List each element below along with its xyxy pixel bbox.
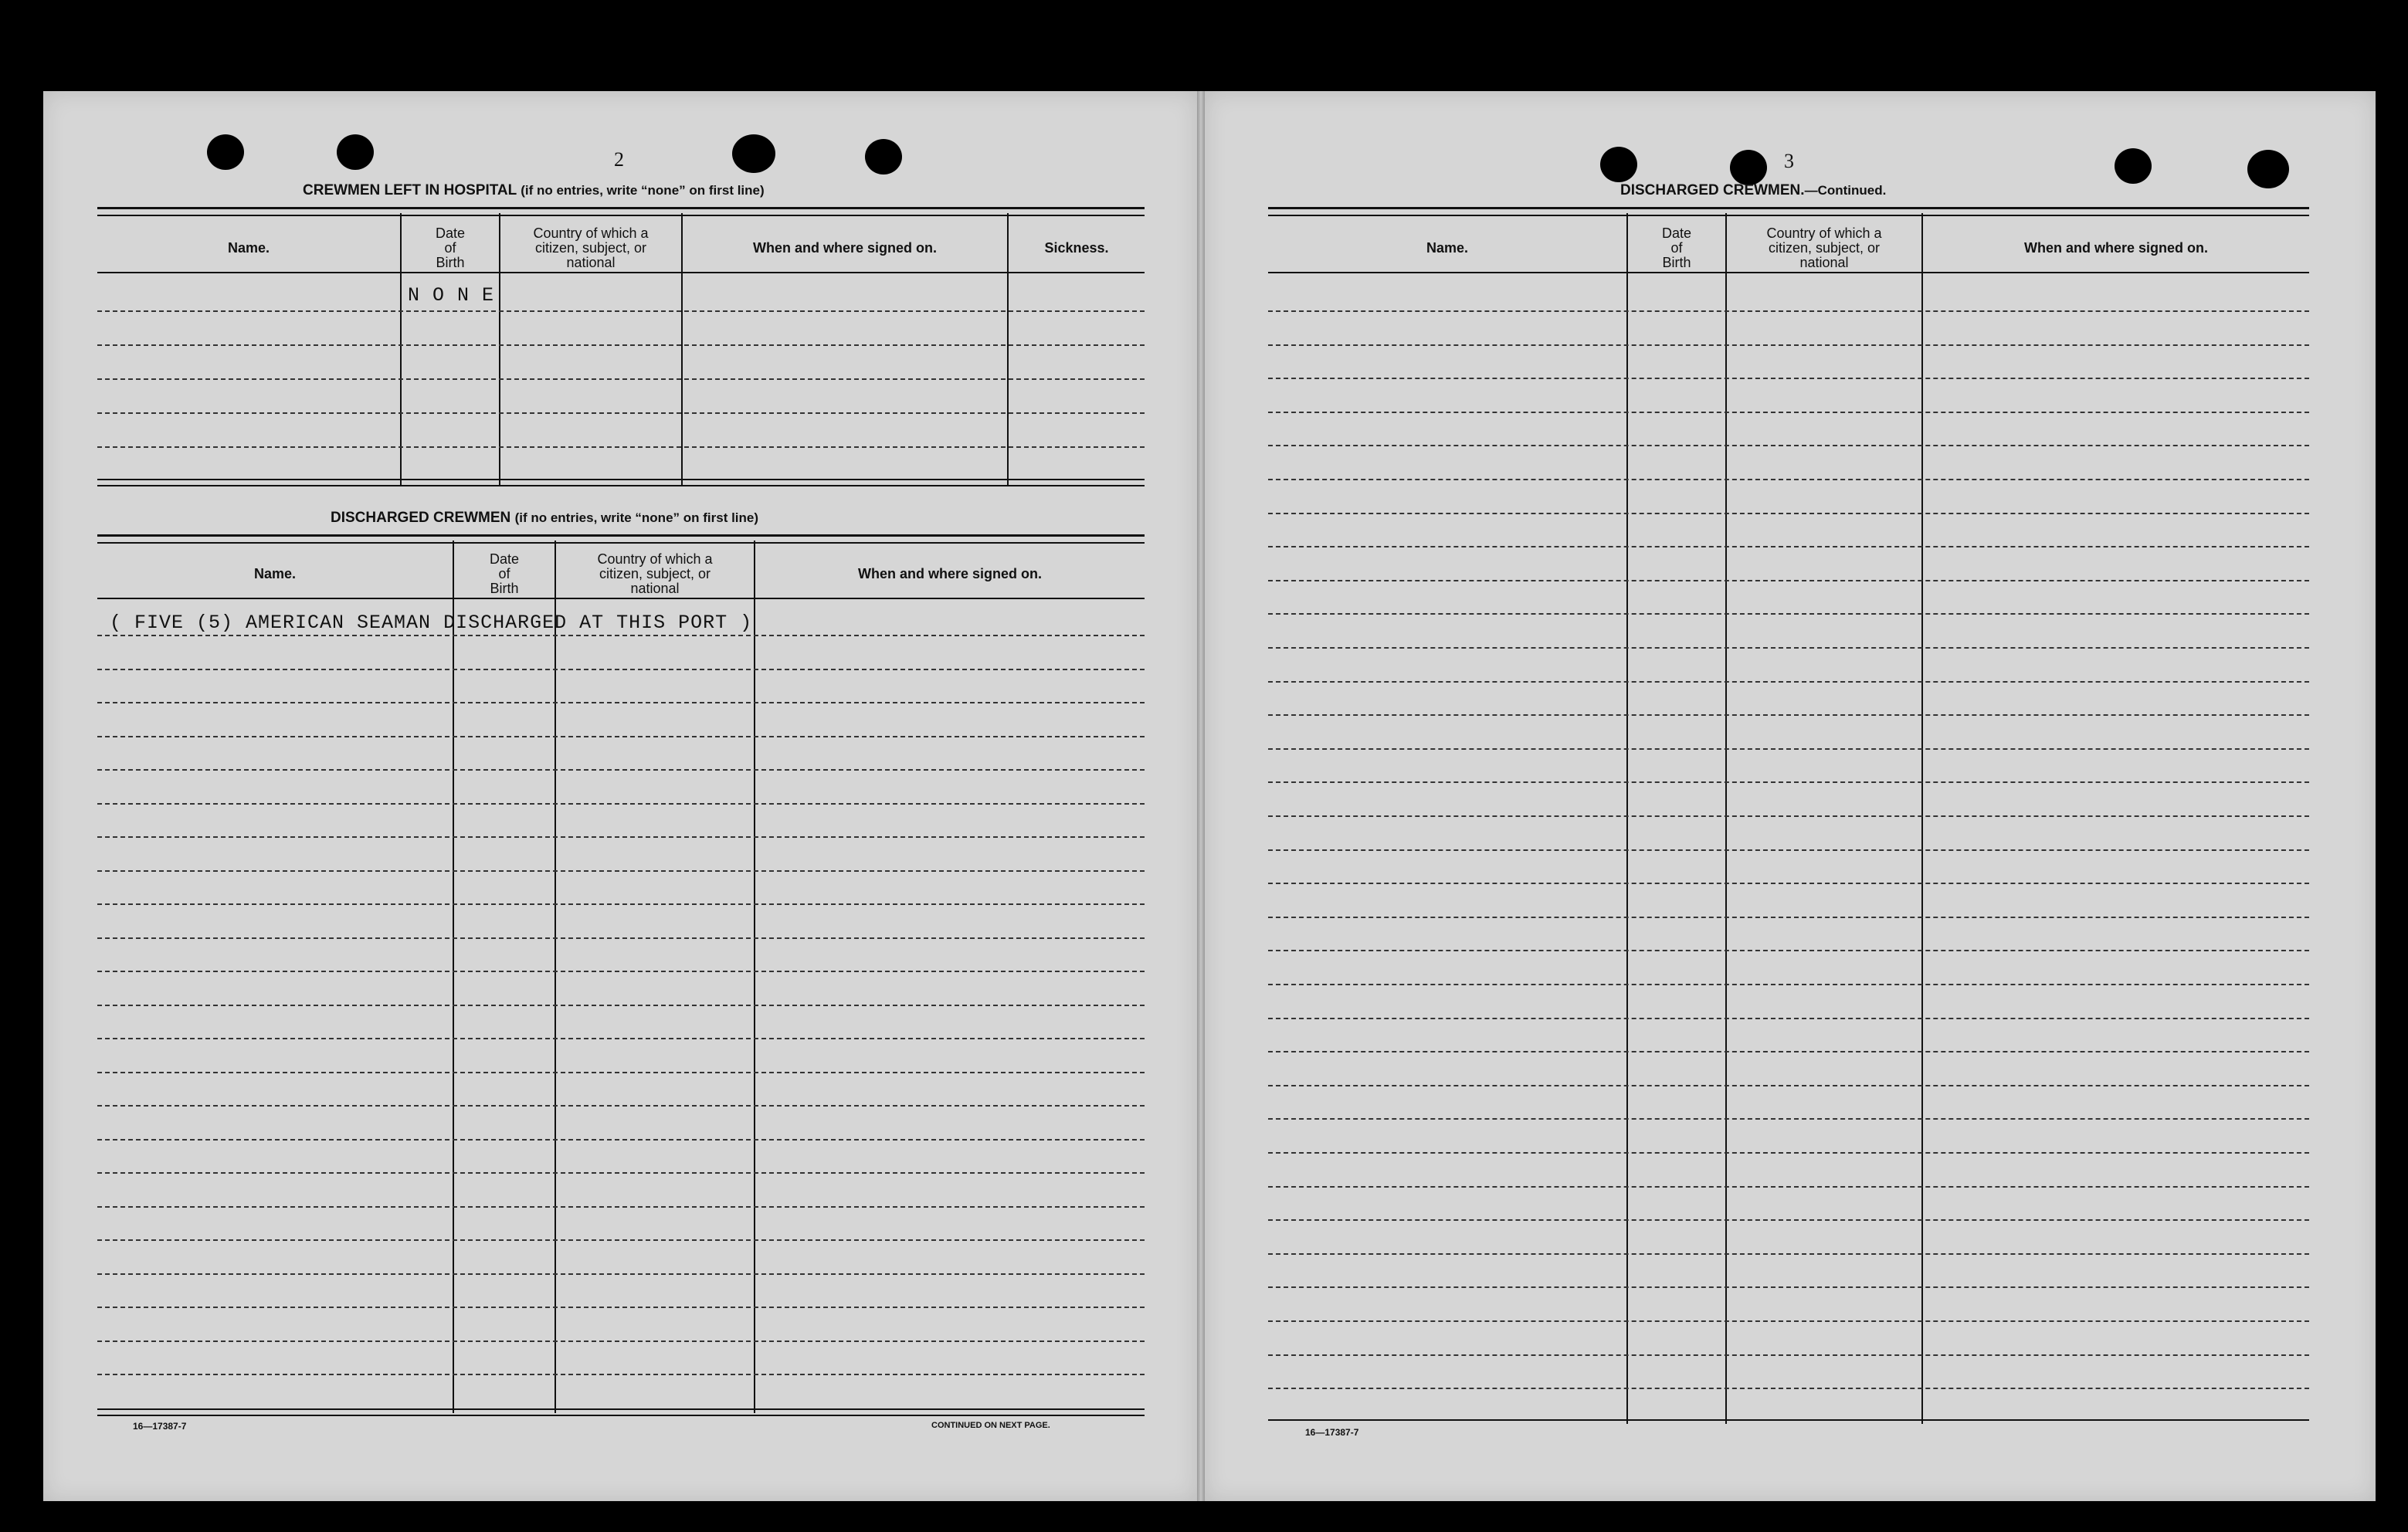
entry-line <box>97 769 1145 771</box>
page-gutter <box>1197 91 1205 1501</box>
entry-line <box>1268 310 2309 312</box>
entry-line <box>1268 1320 2309 1322</box>
hospital-table <box>97 207 1145 488</box>
entry-line <box>97 1038 1145 1039</box>
entry-line <box>1268 1253 2309 1255</box>
column-header-signed-on: When and where signed on. <box>752 239 938 256</box>
column-divider <box>1626 213 1628 1424</box>
column-divider <box>400 213 402 486</box>
entry-line <box>97 836 1145 838</box>
entry-line <box>97 1206 1145 1208</box>
hospital-entry-none: N O N E <box>408 284 495 307</box>
entry-line <box>97 971 1145 972</box>
punch-hole <box>865 139 902 175</box>
entry-line <box>1268 917 2309 918</box>
entry-line <box>1268 1354 2309 1356</box>
column-header-name: Name. <box>1426 239 1469 256</box>
entry-line <box>97 669 1145 670</box>
column-header-signed-on: When and where signed on. <box>857 565 1043 581</box>
column-header-dob: Date of Birth <box>489 551 520 596</box>
entry-line <box>97 1340 1145 1342</box>
entry-line <box>1268 412 2309 413</box>
table-top-rule <box>97 534 1145 544</box>
punch-hole <box>337 134 374 170</box>
discharged-continued-title <box>1620 182 1886 199</box>
hospital-section-title <box>303 182 765 199</box>
punch-hole <box>207 134 244 170</box>
entry-line <box>1268 883 2309 884</box>
entry-line <box>97 803 1145 805</box>
header-rule <box>97 272 1145 273</box>
punch-hole <box>2115 148 2152 184</box>
entry-line <box>97 1139 1145 1141</box>
entry-line <box>1268 378 2309 379</box>
entry-line <box>1268 1118 2309 1120</box>
continued-note: CONTINUED ON NEXT PAGE. <box>931 1421 1050 1430</box>
discharged-entry-note: ( FIVE (5) AMERICAN SEAMAN DISCHARGED AT THIS PORT ) <box>110 612 753 634</box>
column-header-signed-on: When and where signed on. <box>2023 239 2209 256</box>
page-number: 3 <box>1784 150 1794 172</box>
discharged-continued-table <box>1268 207 2309 1424</box>
entry-line <box>1268 647 2309 649</box>
entry-line <box>97 903 1145 905</box>
entry-line <box>97 344 1145 346</box>
entry-line <box>1268 950 2309 951</box>
entry-line <box>1268 748 2309 750</box>
entry-line <box>1268 1051 2309 1052</box>
column-header-country: Country of which a citizen, subject, or national <box>1766 225 1882 270</box>
entry-line <box>97 702 1145 703</box>
entry-line <box>1268 546 2309 547</box>
form-number: 16—17387-7 <box>133 1421 187 1432</box>
column-divider <box>453 541 454 1413</box>
discharged-table <box>97 534 1145 1416</box>
entry-line <box>1268 815 2309 817</box>
entry-line <box>1268 479 2309 480</box>
table-bottom-rule <box>97 479 1145 486</box>
column-header-name: Name. <box>253 565 297 581</box>
entry-line <box>1268 1152 2309 1154</box>
column-header-dob: Date of Birth <box>435 225 466 270</box>
column-header-country: Country of which a citizen, subject, or national <box>597 551 713 596</box>
header-rule <box>97 598 1145 599</box>
entry-line <box>97 736 1145 737</box>
column-header-sickness: Sickness. <box>1044 239 1109 256</box>
entry-line <box>97 1307 1145 1308</box>
column-divider <box>555 541 556 1413</box>
entry-line <box>1268 445 2309 446</box>
discharged-title-note: (if no entries, write “none” on first line) <box>514 510 759 525</box>
header-rule <box>1268 272 2309 273</box>
entry-line <box>97 1239 1145 1241</box>
entry-line <box>97 446 1145 448</box>
entry-line <box>97 1105 1145 1107</box>
entry-line <box>97 1172 1145 1174</box>
column-divider <box>1921 213 1923 1424</box>
table-bottom-rule <box>97 1408 1145 1416</box>
entry-line <box>1268 344 2309 346</box>
form-number: 16—17387-7 <box>1305 1427 1359 1438</box>
entry-line <box>1268 613 2309 615</box>
continued-title-text: DISCHARGED CREWMEN. <box>1620 182 1805 198</box>
punch-hole <box>732 134 775 173</box>
table-bottom-rule <box>1268 1419 2309 1421</box>
column-divider <box>1725 213 1727 1424</box>
entry-line <box>97 378 1145 380</box>
punch-hole <box>1600 147 1637 182</box>
entry-line <box>1268 1085 2309 1086</box>
page-number: 2 <box>614 148 624 171</box>
entry-line <box>1268 1388 2309 1389</box>
entry-line <box>1268 849 2309 851</box>
column-divider <box>499 213 500 486</box>
entry-line <box>97 1374 1145 1375</box>
punch-hole <box>2247 150 2289 188</box>
entry-line <box>1268 580 2309 581</box>
entry-line <box>97 1005 1145 1006</box>
entry-line <box>1268 1219 2309 1221</box>
entry-line <box>1268 681 2309 683</box>
hospital-title-text: CREWMEN LEFT IN HOSPITAL <box>303 182 517 198</box>
entry-line <box>97 310 1145 312</box>
table-top-rule <box>1268 207 2309 216</box>
entry-line <box>1268 1018 2309 1019</box>
entry-line <box>1268 1286 2309 1288</box>
discharged-title-text: DISCHARGED CREWMEN <box>331 510 511 526</box>
entry-line <box>1268 1186 2309 1188</box>
column-header-dob: Date of Birth <box>1661 225 1692 270</box>
entry-line <box>1268 714 2309 716</box>
hospital-title-note: (if no entries, write “none” on first line) <box>521 183 765 198</box>
entry-line <box>1268 781 2309 783</box>
column-divider <box>754 541 755 1413</box>
table-top-rule <box>97 207 1145 216</box>
continued-title-note: —Continued. <box>1804 183 1887 198</box>
punch-hole <box>1730 150 1767 185</box>
column-divider <box>681 213 683 486</box>
column-header-country: Country of which a citizen, subject, or national <box>533 225 649 270</box>
column-header-name: Name. <box>227 239 270 256</box>
entry-line <box>1268 513 2309 514</box>
entry-line <box>97 937 1145 939</box>
entry-line <box>1268 984 2309 985</box>
entry-line <box>97 1072 1145 1073</box>
column-divider <box>1007 213 1009 486</box>
entry-line <box>97 412 1145 414</box>
entry-line <box>97 635 1145 636</box>
entry-line <box>97 1273 1145 1275</box>
discharged-section-title <box>331 510 758 527</box>
entry-line <box>97 870 1145 872</box>
